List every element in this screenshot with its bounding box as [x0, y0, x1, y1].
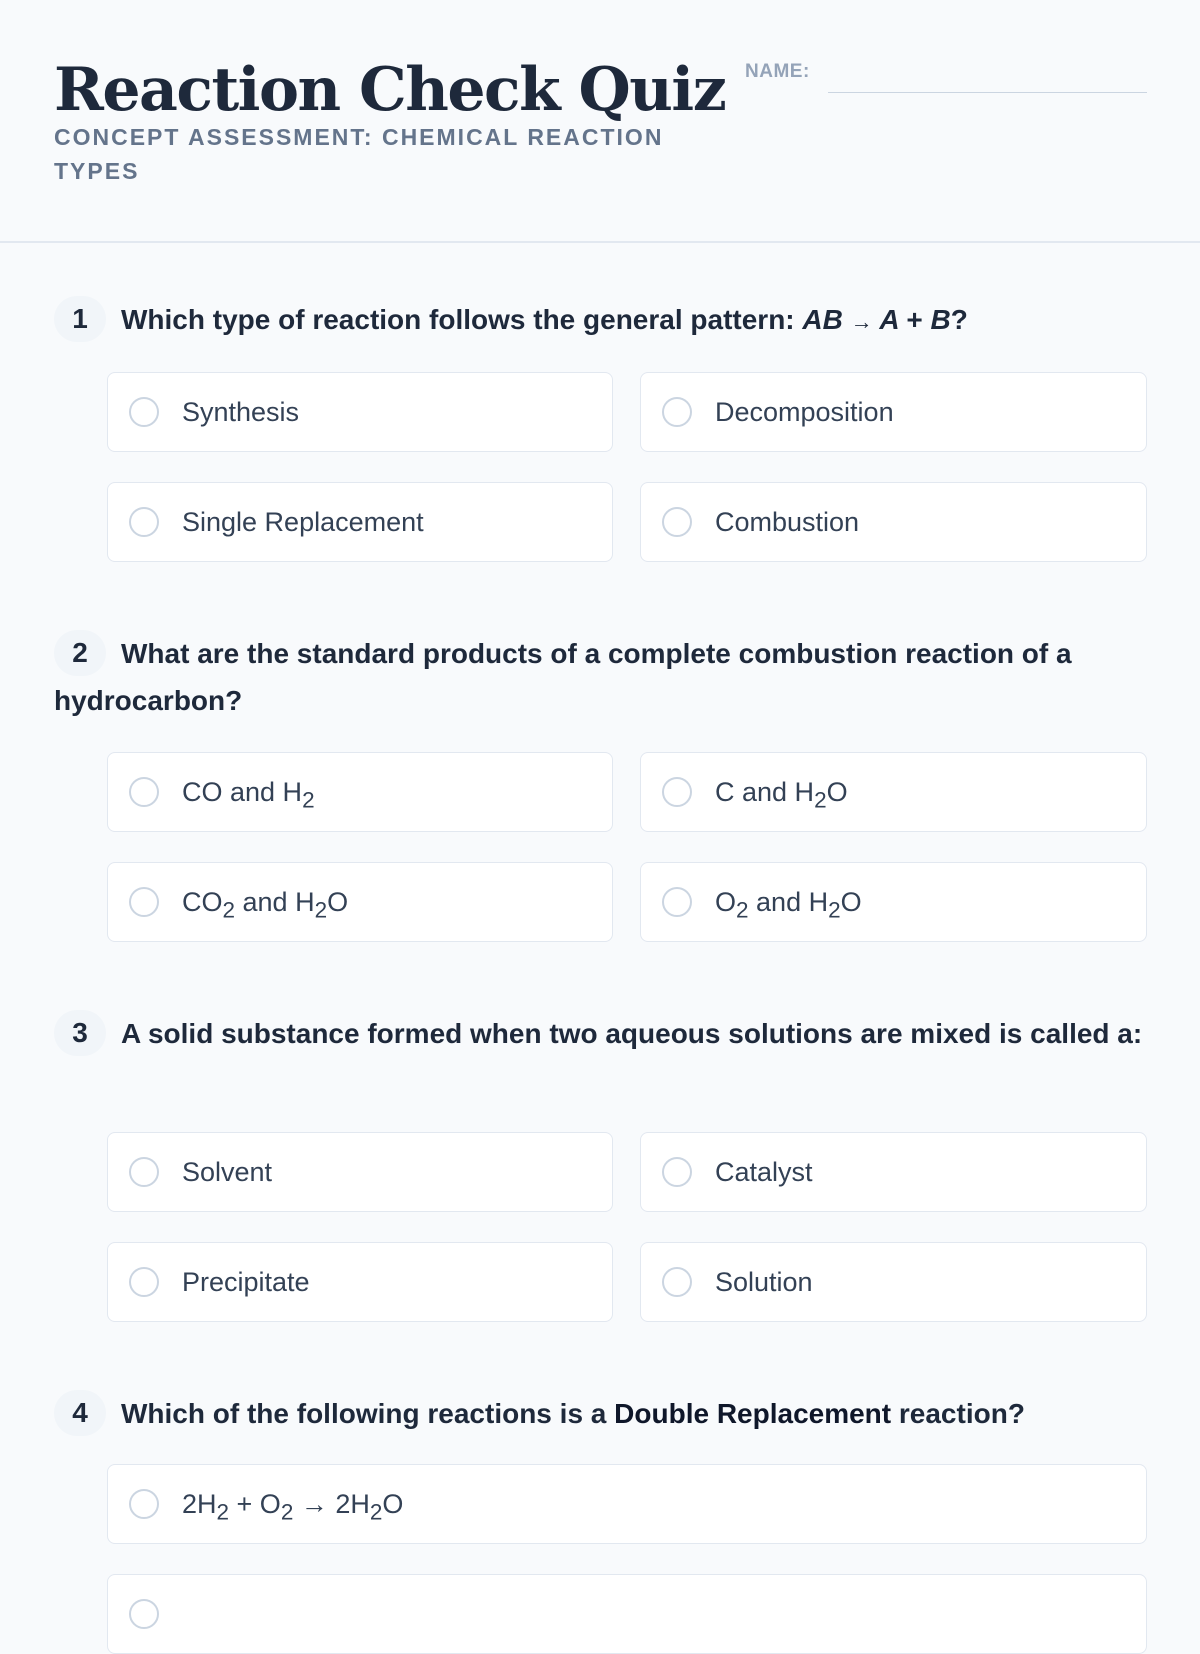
option-precipitate[interactable]	[107, 1242, 613, 1322]
option-label: $2H_2 + O_2 \to 2H_2O$	[182, 1489, 404, 1525]
radio-icon[interactable]	[662, 397, 692, 427]
question-emphasis: Double Replacement	[614, 1398, 892, 1429]
question-4: 4 Which of the following reactions is a Double Replacement reaction?	[54, 1390, 1146, 1437]
option-catalyst[interactable]	[640, 1132, 1147, 1212]
question-text: Which type of reaction follows the general pattern:	[121, 304, 803, 335]
option-label: $O_2$ and $H_2O$	[715, 887, 862, 923]
option-co2-h2o[interactable]	[107, 862, 613, 942]
option-label: $CO_2$ and $H_2O$	[182, 887, 349, 923]
option-label: Single Replacement	[182, 507, 424, 537]
radio-icon[interactable]	[129, 1157, 159, 1187]
reaction-pattern: AB → A + B	[802, 304, 951, 335]
option-label: Solution	[715, 1267, 813, 1297]
question-1: 1 Which type of reaction follows the general pattern: AB → A + B?	[54, 296, 1146, 345]
option-label: Precipitate	[182, 1267, 310, 1297]
option-o2-h2o[interactable]	[640, 862, 1147, 942]
option-label: Catalyst	[715, 1157, 813, 1187]
quiz-header	[0, 0, 1200, 243]
question-text: What are the standard products of a complete combustion reaction of a hydrocarbon?	[54, 638, 1072, 716]
option-label: Synthesis	[182, 397, 300, 427]
radio-icon[interactable]	[662, 1157, 692, 1187]
radio-icon[interactable]	[129, 777, 159, 807]
question-3	[54, 1010, 1146, 1057]
page-subtitle: CONCEPT ASSESSMENT: CHEMICAL REACTION TYPES	[54, 124, 664, 184]
radio-icon[interactable]	[129, 1599, 159, 1629]
option-co-h2[interactable]	[107, 752, 613, 832]
name-label: NAME:	[745, 61, 810, 82]
radio-icon[interactable]	[662, 1267, 692, 1297]
radio-icon[interactable]	[129, 1267, 159, 1297]
option-label: C and $H_2O$	[715, 777, 848, 813]
radio-icon[interactable]	[662, 507, 692, 537]
name-field[interactable]	[828, 92, 1147, 93]
radio-icon[interactable]	[129, 887, 159, 917]
option-label: Decomposition	[715, 397, 894, 427]
radio-icon[interactable]	[129, 1489, 159, 1519]
question-text: A solid substance formed when two aqueous solutions are mixed is called a:	[121, 1018, 1143, 1049]
radio-icon[interactable]	[662, 887, 692, 917]
question-number: 2	[54, 630, 106, 676]
option-c-h2o[interactable]	[640, 752, 1147, 832]
option-label: Solvent	[182, 1157, 273, 1187]
option-label: CO and $H_2$	[182, 777, 315, 813]
option-reaction-water[interactable]	[107, 1464, 1147, 1544]
radio-icon[interactable]	[129, 507, 159, 537]
question-number: 3	[54, 1010, 106, 1056]
option-next[interactable]	[107, 1574, 1147, 1654]
question-2	[54, 630, 1146, 724]
radio-icon[interactable]	[662, 777, 692, 807]
option-combustion[interactable]	[640, 482, 1147, 562]
question-text: Which of the following reactions is a	[121, 1398, 615, 1429]
option-decomposition[interactable]	[640, 372, 1147, 452]
option-solvent[interactable]	[107, 1132, 613, 1212]
page-title: Reaction Check Quiz	[54, 55, 726, 125]
radio-icon[interactable]	[129, 397, 159, 427]
option-solution[interactable]	[640, 1242, 1147, 1322]
option-synthesis[interactable]	[107, 372, 613, 452]
option-single-replacement[interactable]	[107, 482, 613, 562]
option-label: Combustion	[715, 507, 860, 537]
question-number: 1	[54, 296, 106, 342]
question-number: 4	[54, 1390, 106, 1436]
